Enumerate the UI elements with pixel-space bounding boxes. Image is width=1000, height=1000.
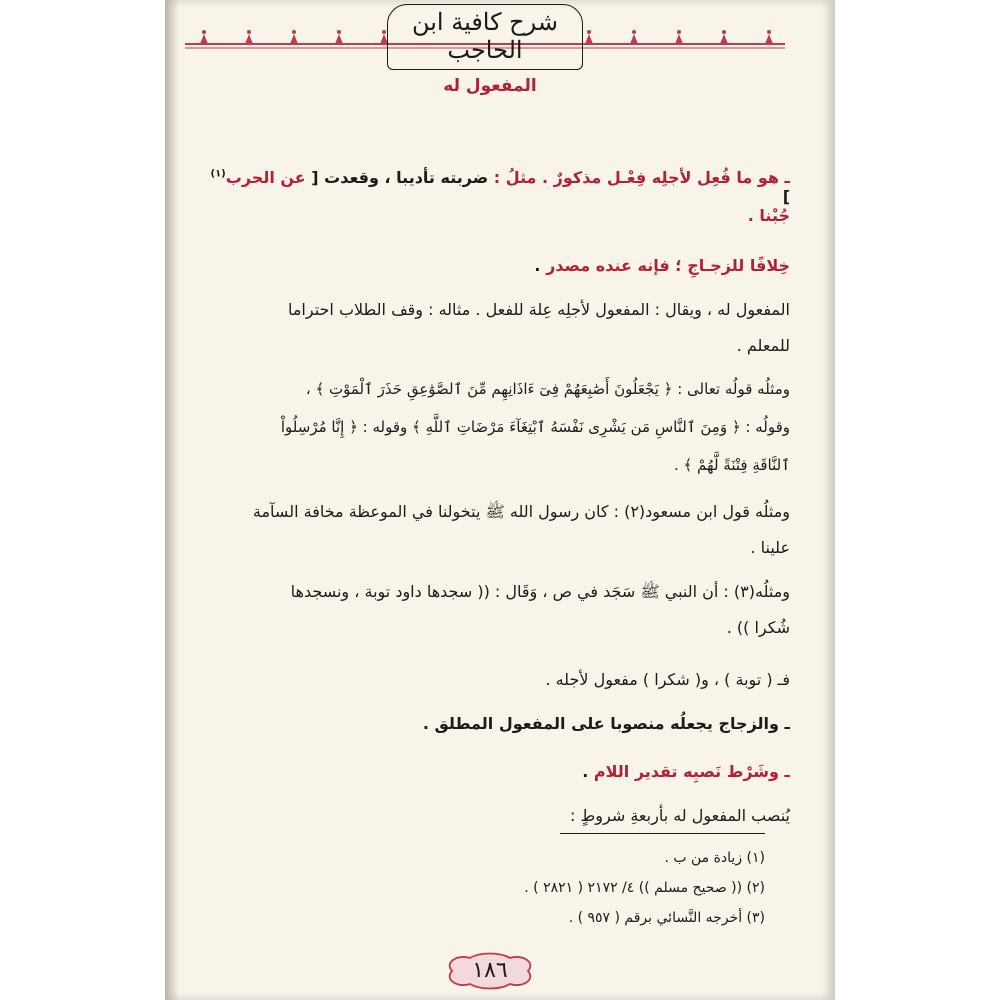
definition-line-2-text: جُبْنا . bbox=[747, 206, 790, 225]
hadith-line-1 bbox=[205, 502, 790, 525]
section-heading-text: المفعول له bbox=[443, 76, 537, 96]
condition-end: . bbox=[582, 762, 589, 781]
zajjaj-red-text: خِلافًا للزجـاجِ ؛ فإنه عنده مصدر bbox=[546, 256, 790, 275]
footnote-ref-1: (١) bbox=[210, 168, 226, 180]
quran-example-line-1 bbox=[205, 380, 790, 398]
footnote-3 bbox=[265, 910, 765, 926]
definition-bracket-close: ] bbox=[782, 187, 790, 206]
definition-bracket-text: عن الحرب bbox=[225, 168, 306, 187]
condition-line bbox=[205, 762, 790, 781]
explanation-line-2-text: للمعلم . bbox=[736, 336, 790, 355]
footnote-2-text: (٢) (( صحيح مسلم )) ٤/ ٢١٧٢ ( ٢٨٢١ ) . bbox=[524, 880, 765, 896]
condition-red-text: ـ وشَرْط نَصبِه تقدير اللام bbox=[593, 762, 790, 781]
footnote-1 bbox=[265, 850, 765, 866]
four-conditions-text: يُنصب المفعول له بأربعةِ شروطٍ : bbox=[570, 806, 790, 825]
page-number-cartouche bbox=[440, 952, 540, 990]
zajjaj-end: . bbox=[534, 256, 541, 275]
zajjaj-mutlaq-text: ـ والزجاج يجعلُه منصوبا على المفعول المطلق . bbox=[422, 714, 790, 733]
zajjaj-mutlaq-line bbox=[205, 714, 790, 733]
section-heading bbox=[390, 76, 590, 96]
hadith-line-1-text: ومثلُه قول ابن مسعود(٢) : كان رسول الله ﷺ يتخولنا في الموعظة مخافة السآمة bbox=[252, 502, 790, 521]
quran-example-line-2 bbox=[205, 418, 790, 436]
header-title-text: شرح كافية ابن الحاجب bbox=[411, 8, 559, 64]
quran-example-line-1-text: ومثلُه قولُه تعالى : ﴿ يَجْعَلُونَ أَصَٰبِعَهُمْ فِىٓ ءَاذَانِهِم مِّنَ ٱلصَّوَٰعِقِ حَذَرَ ٱلْمَوْتِ ﴾ ، bbox=[305, 380, 790, 398]
header-title-frame bbox=[387, 4, 583, 70]
sajda-line-2-text: شُكرا )) . bbox=[726, 618, 790, 637]
sajda-line-1-text: ومثلُه(٣) : أن النبي ﷺ سَجَد في ص ، وَقَال : (( سجدها داود توبة ، ونسجدها bbox=[290, 582, 790, 601]
four-conditions-line bbox=[205, 806, 790, 825]
running-header-title bbox=[395, 8, 575, 64]
definition-line-2 bbox=[205, 206, 790, 225]
hadith-line-2 bbox=[205, 538, 790, 557]
page-number: ١٨٦ bbox=[472, 958, 508, 983]
footnote-2 bbox=[265, 880, 765, 896]
explanation-line-1 bbox=[205, 300, 790, 319]
definition-paragraph bbox=[205, 168, 790, 206]
definition-example-text: ضربته تأديبا ، وقعدت [ bbox=[311, 168, 489, 187]
quran-example-line-3 bbox=[205, 456, 790, 474]
tawba-shukr-text: فـ ( توبة ) ، و( شكرا ) مفعول لأجله . bbox=[545, 670, 790, 689]
tawba-shukr-line bbox=[205, 670, 790, 689]
sajda-line-2 bbox=[205, 618, 790, 637]
quran-example-line-2-text: وقولُه : ﴿ وَمِنَ ٱلنَّاسِ مَن يَشْرِى نَفْسَهُ ٱبْتِغَآءَ مَرْضَاتِ ٱللَّهِ ﴾ وقوله : ﴿ إِنَّا مُرْسِلُواْ bbox=[280, 418, 790, 436]
quran-example-line-3-text: ٱلنَّاقَةِ فِتْنَةً لَّهُمْ ﴾ . bbox=[673, 456, 790, 474]
footnote-3-text: (٣) أخرجه النَّسائي برقم ( ٩٥٧ ) . bbox=[568, 910, 765, 926]
sajda-line-1 bbox=[205, 582, 790, 605]
zajjaj-paragraph bbox=[205, 256, 790, 275]
explanation-line-1-text: المفعول له ، ويقال : المفعول لأجلِه عِلة للفعل . مثاله : وقف الطلاب احتراما bbox=[287, 300, 790, 319]
page-spine-shadow bbox=[165, 0, 179, 1000]
footnote-separator bbox=[560, 833, 765, 834]
hadith-line-2-text: علينا . bbox=[750, 538, 790, 557]
definition-red-text: ـ هو ما فُعِل لأجلِه فِعْـل مذكورٌ . مثلُ : bbox=[493, 168, 790, 187]
explanation-line-2 bbox=[205, 336, 790, 355]
footnote-1-text: (١) زيادة من ب . bbox=[664, 850, 765, 866]
